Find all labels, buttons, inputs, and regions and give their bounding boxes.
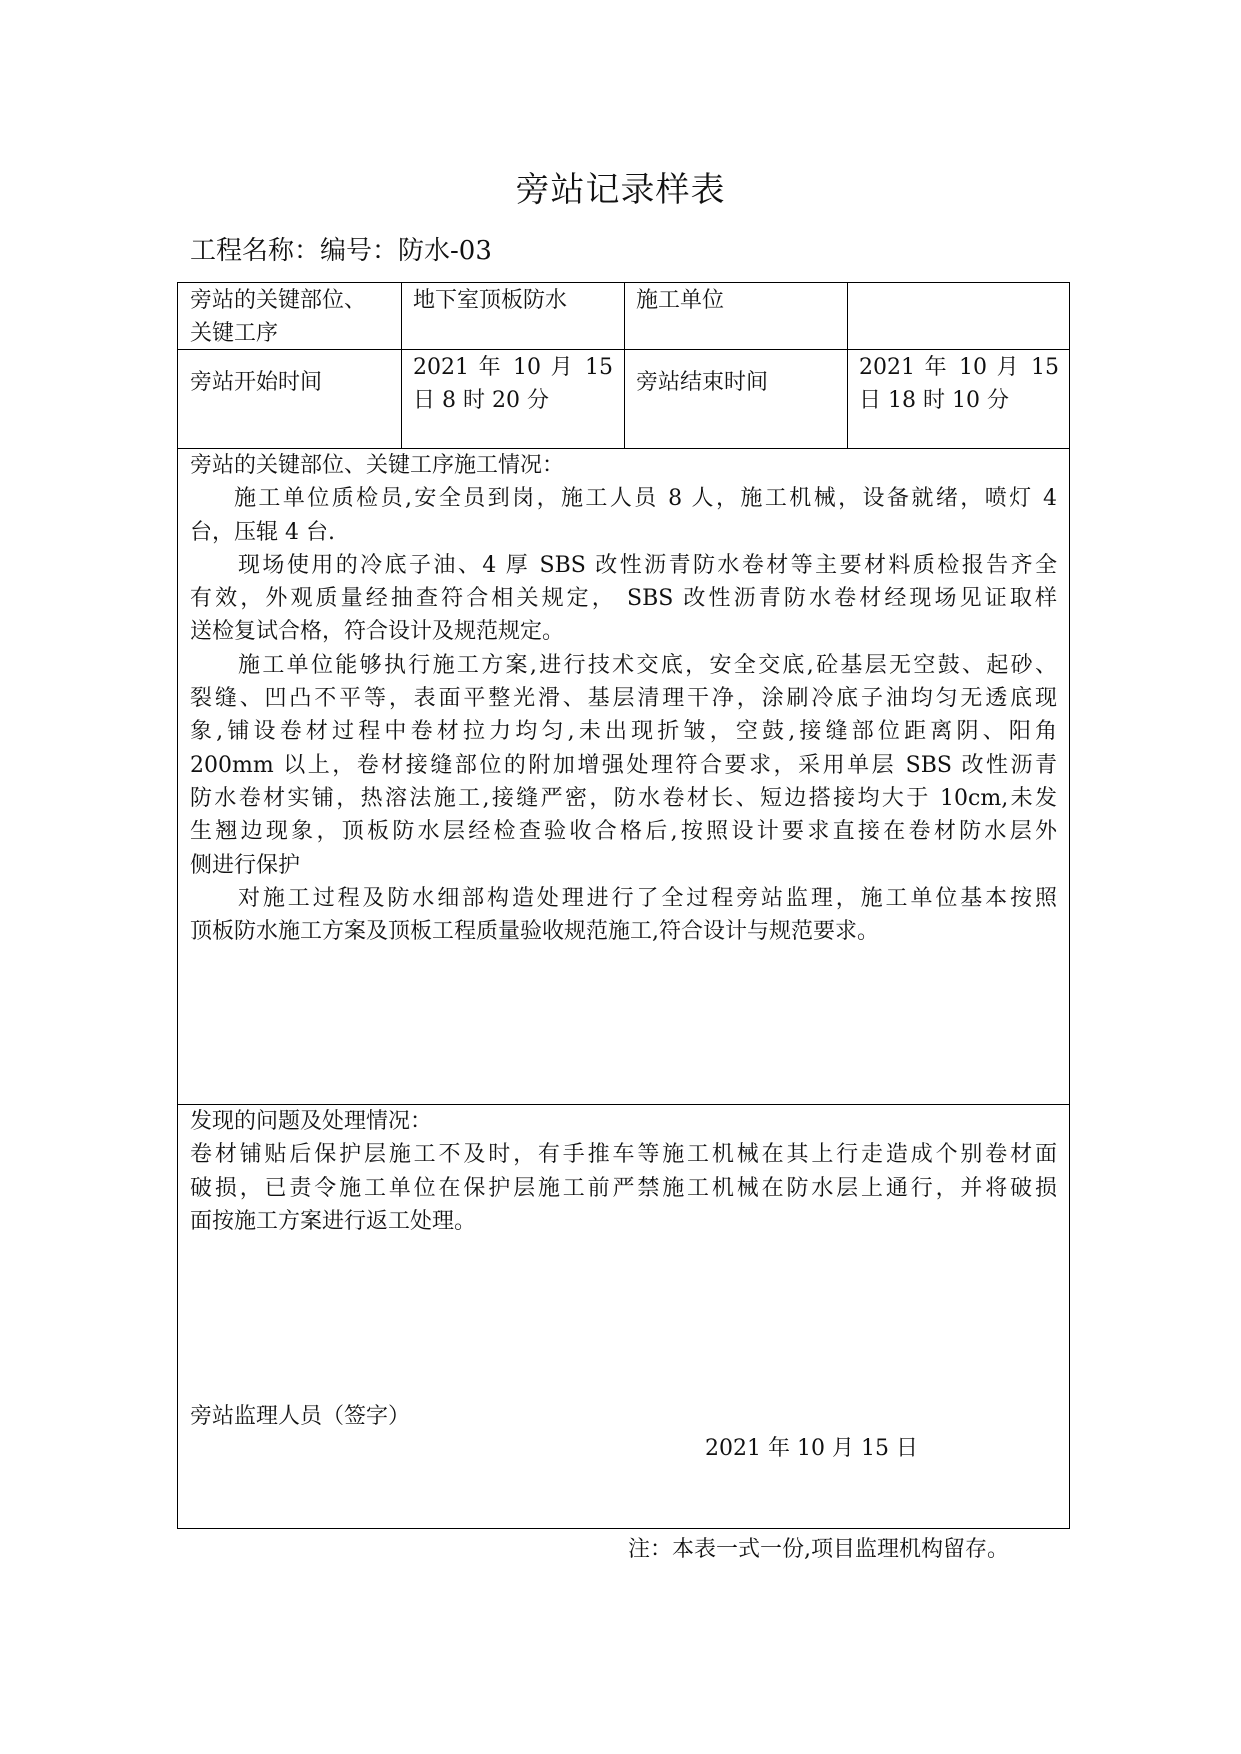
project-line: 工程名称：编号：防水-03 xyxy=(190,236,492,266)
text-line: 送检复试合格，符合设计及规范规定。 xyxy=(190,619,565,645)
key-position-value: 地下室顶板防水 xyxy=(413,288,568,313)
text-line: 破损，已责令施工单位在保护层施工前严禁施工机械在防水层上通行，并将破损 xyxy=(190,1175,1057,1201)
text-line: 防水卷材实铺，热溶法施工,接缝严密，防水卷材长、短边搭接均大于 10cm,未发 xyxy=(190,785,1057,811)
text-line: 施工单位能够执行施工方案,进行技术交底，安全交底,砼基层无空鼓、起砂、 xyxy=(238,652,1057,678)
text-line: 200mm 以上，卷材接缝部位的附加增强处理符合要求，采用单层 SBS 改性沥青 xyxy=(190,752,1057,778)
text-line: 面按施工方案进行返工处理。 xyxy=(190,1208,477,1234)
text-line: 生翘边现象，顶板防水层经检查验收合格后,按照设计要求直接在卷材防水层外 xyxy=(190,819,1057,845)
label-line: 旁站的关键部位、 xyxy=(190,288,367,313)
key-position-label xyxy=(190,284,366,350)
section-heading: 发现的问题及处理情况： xyxy=(190,1109,433,1134)
text-line: 卷材铺贴后保护层施工不及时，有手推车等施工机械在其上行走造成个别卷材面 xyxy=(190,1142,1057,1168)
footnote: 注：本表一式一份,项目监理机构留存。 xyxy=(628,1537,1009,1562)
col-divider xyxy=(847,283,848,449)
text-line: 现场使用的冷底子油、4 厚 SBS 改性沥青防水卷材等主要材料质检报告齐全 xyxy=(238,552,1057,578)
text-line: 对施工过程及防水细部构造处理进行了全过程旁站监理，施工单位基本按照 xyxy=(238,885,1057,911)
time-line: 2021 年 10 月 15 xyxy=(859,355,1059,380)
end-time-label: 旁站结束时间 xyxy=(636,370,769,395)
page-title: 旁站记录样表 xyxy=(515,170,726,210)
time-line: 日 8 时 20 分 xyxy=(413,388,549,413)
text-line: 施工单位质检员,安全员到岗，施工人员 8 人，施工机械，设备就绪，喷灯 4 xyxy=(234,486,1057,512)
text-line: 侧进行保护 xyxy=(190,852,301,878)
label-line: 关键工序 xyxy=(190,321,279,346)
construction-unit-label: 施工单位 xyxy=(636,288,725,313)
text-line: 有效，外观质量经抽查符合相关规定， SBS 改性沥青防水卷材经现场见证取样 xyxy=(190,586,1057,612)
start-time-label: 旁站开始时间 xyxy=(190,370,323,395)
time-line: 2021 年 10 月 15 xyxy=(413,355,613,380)
time-line: 日 18 时 10 分 xyxy=(859,388,1009,413)
signer-label: 旁站监理人员（签字） xyxy=(190,1404,411,1429)
text-line: 顶板防水施工方案及顶板工程质量验收规范施工,符合设计与规范要求。 xyxy=(190,919,879,945)
problems-section xyxy=(190,1105,1057,1238)
col-divider xyxy=(624,283,625,449)
end-time-value xyxy=(859,351,1059,417)
section-heading: 旁站的关键部位、关键工序施工情况： xyxy=(190,453,565,478)
text-line: 裂缝、凹凸不平等，表面平整光滑、基层清理干净，涂刷冷底子油均匀无透底现 xyxy=(190,686,1057,712)
sign-date: 2021 年 10 月 15 日 xyxy=(705,1436,918,1461)
start-time-value xyxy=(413,351,613,417)
record-table xyxy=(177,282,1070,1529)
col-divider xyxy=(401,283,402,449)
text-line: 台，压辊 4 台. xyxy=(190,519,335,545)
text-line: 象,铺设卷材过程中卷材拉力均匀,未出现折皱，空鼓,接缝部位距离阴、阳角 xyxy=(190,719,1057,745)
situation-section xyxy=(190,449,1057,948)
